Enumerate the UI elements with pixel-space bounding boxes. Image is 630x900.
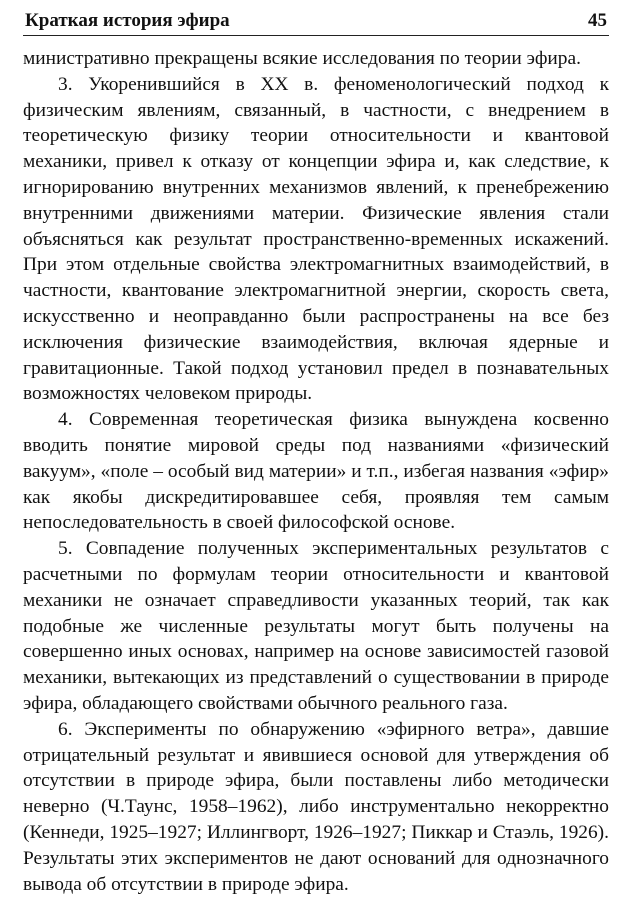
book-page: [23, 8, 609, 897]
running-header: [23, 8, 609, 36]
running-title: Краткая история эфира: [25, 10, 230, 31]
page-number: 45: [588, 10, 607, 31]
paragraph-item-5: 5. Совпадение полученных экспериментальных результатов с расчетными по формулам теории относительности и квантовой механики не означает справедливости указанных теорий, так как подобные же численные результаты могут быть получены на совершенно иных основах, например на основе зависимостей газовой механики, вытекающих из представлений о существовании в природе эфира, обладающего свойствами обычного реального газа.: [23, 538, 609, 714]
paragraph-continuation: министративно прекращены всякие исследования по теории эфира.: [23, 48, 581, 69]
paragraph-item-3: 3. Укоренившийся в XX в. феноменологический подход к физическим явлениям, связанный, в частности, с внедрением в теоретическую физику теории относительности и квантовой механики, привел к отказу от концепции эфира и, как следствие, к игнорированию внутренних механизмов явлений, к пренебрежению внутренними движениями материи. Физические явления стали объясняться как результат пространственно-временных искажений. При этом отдельные свойства электромагнитных взаимодействий, в частности, квантование электромагнитной энергии, скорость света, искусственно и неоправданно были распространены на все без исключения физические взаимодействия, включая ядерные и гравитационные. Такой подход установил предел в познавательных возможностях человеком природы.: [23, 73, 609, 405]
body-text: [23, 46, 609, 897]
paragraph-item-6: 6. Эксперименты по обнаружению «эфирного ветра», давшие отрицательный результат и явившиеся основой для утверждения об отсутствии в природе эфира, были поставлены либо методически неверно (Ч.Таунс, 1958–1962), либо инструментально некорректно (Кеннеди, 1925–1927; Иллингворт, 1926–1927; Пиккар и Стаэль, 1926). Результаты этих экспериментов не дают оснований для однозначного вывода об отсутствии в природе эфира.: [23, 718, 609, 895]
paragraph-item-4: 4. Современная теоретическая физика вынуждена косвенно вводить понятие мировой среды под названиями «физический вакуум», «поле – особый вид материи» и т.п., избегая названия «эфир» как якобы дискредитировавшее себя, проявляя тем самым непоследовательность в своей философской основе.: [23, 409, 609, 534]
